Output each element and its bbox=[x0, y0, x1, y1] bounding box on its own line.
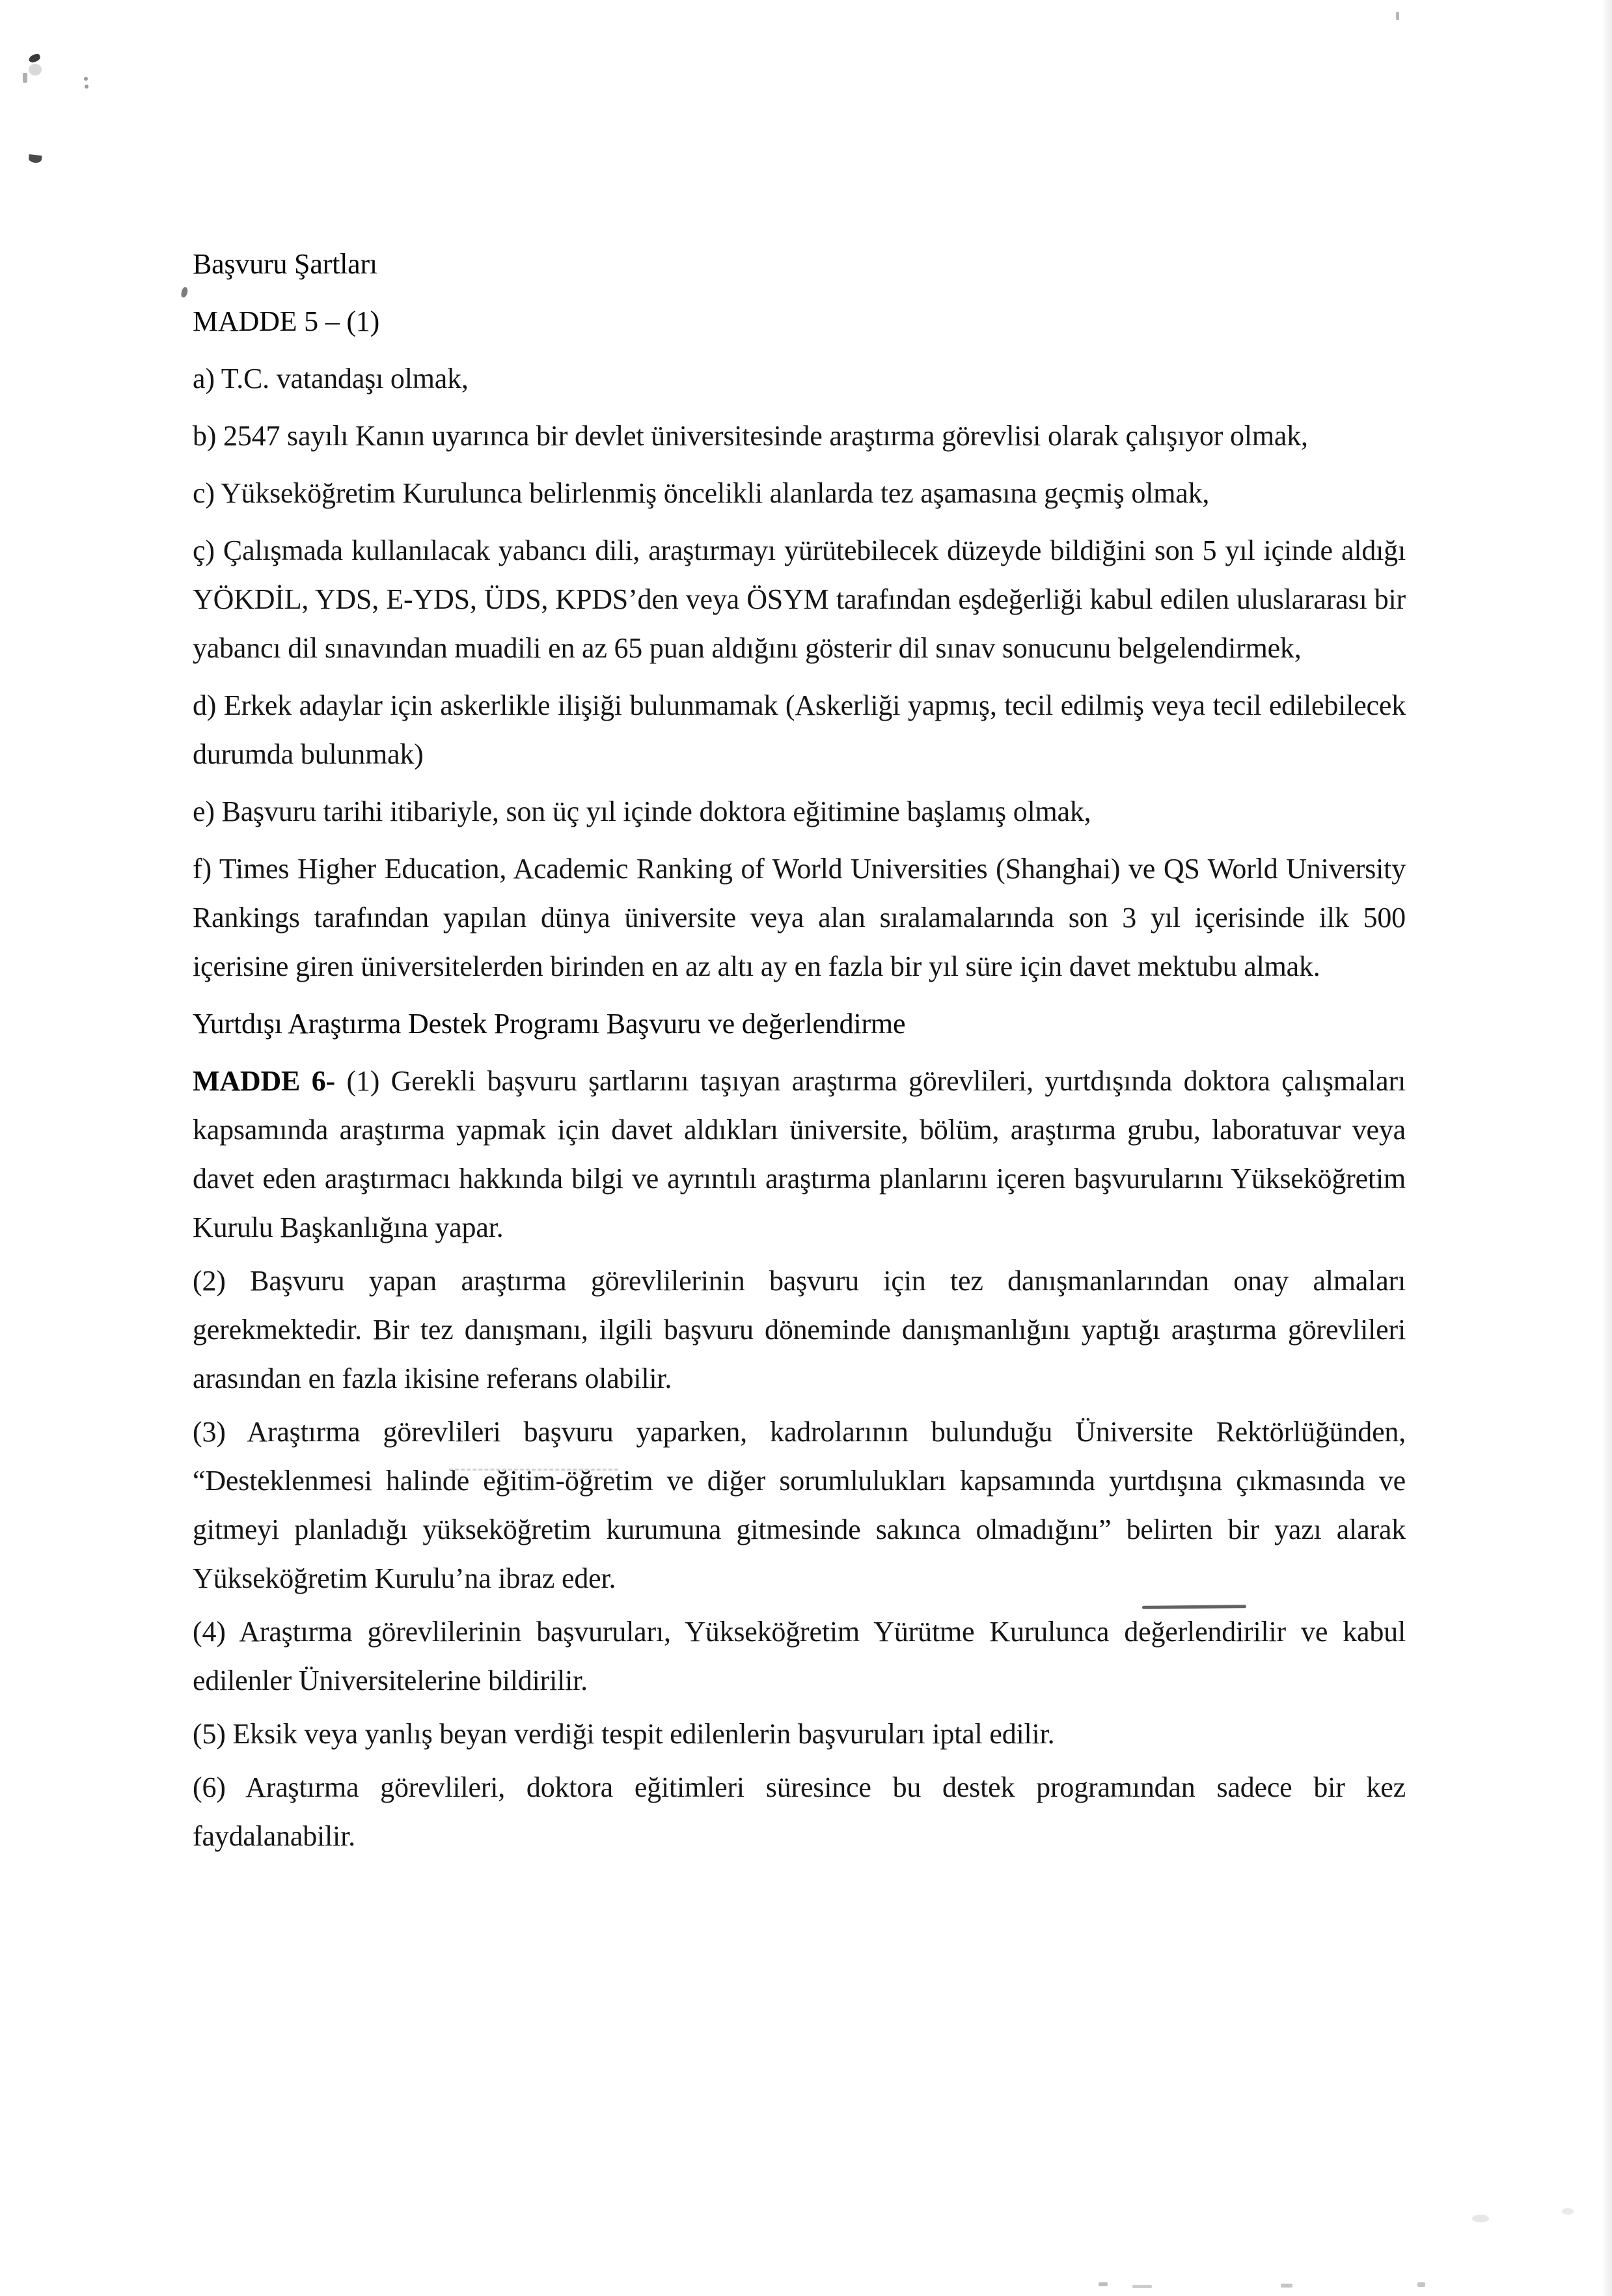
scan-speck-8 bbox=[1417, 2282, 1425, 2287]
scan-smudge-5 bbox=[1562, 2208, 1574, 2215]
scan-speck-7 bbox=[1281, 2284, 1292, 2288]
scan-edge-shadow bbox=[1602, 0, 1612, 2296]
document-body bbox=[193, 240, 1406, 1865]
scan-smudge-3 bbox=[28, 154, 42, 163]
article5-item-c-cedilla: ç) Çalışmada kullanılacak yabancı dili, araştırmayı yürütebilecek düzeyde bildiğini son 5 yıl içinde aldığı YÖKDİL, YDS, E-YDS, ÜDS, KPDS’den veya ÖSYM tarafından eşdeğerliği kabul edilen uluslararası bir yabancı dil sınavından muadili en az 65 puan aldığını gösterir dil sınav sonucunu belgelendirmek, bbox=[193, 534, 1406, 664]
article6-paragraph-1 bbox=[193, 1057, 1406, 1252]
scan-speck-2 bbox=[84, 77, 88, 81]
scan-comma-mark bbox=[180, 286, 188, 298]
article5-item-e: e) Başvuru tarihi itibariyle, son üç yıl içinde doktora eğitimine başlamış olmak, bbox=[193, 795, 1091, 827]
scan-speck-3 bbox=[85, 85, 89, 89]
section-heading-basvuru-sartlari: Başvuru Şartları bbox=[193, 248, 377, 280]
article5-heading: MADDE 5 – (1) bbox=[193, 305, 380, 337]
article5-item-d: d) Erkek adaylar için askerlikle ilişiği bulunmamak (Askerliği yapmış, tecil edilmiş veya tecil edilebilecek durumda bulunmak) bbox=[193, 689, 1406, 770]
section-heading-yurtdisi-arastirma: Yurtdışı Araştırma Destek Programı Başvuru ve değerlendirme bbox=[193, 1008, 906, 1040]
scan-smudge-2 bbox=[29, 64, 42, 76]
article6 bbox=[193, 1057, 1406, 1860]
article6-paragraph-2: (2) Başvuru yapan araştırma görevlilerinin başvuru için tez danışmanlarından onay almaları gerekmektedir. Bir tez danışmanı, ilgili başvuru döneminde danışmanlığını yaptığı araştırma görevlileri arasından en fazla ikisine referans olabilir. bbox=[193, 1265, 1406, 1394]
article5-item-a: a) T.C. vatandaşı olmak, bbox=[193, 363, 469, 394]
article6-label: MADDE 6- bbox=[193, 1065, 335, 1097]
scan-smudge-4 bbox=[1472, 2215, 1489, 2222]
article6-paragraph-5: (5) Eksik veya yanlış beyan verdiği tespit edilenlerin başvuruları iptal edilir. bbox=[193, 1718, 1055, 1750]
article5-item-c: c) Yükseköğretim Kurulunca belirlenmiş öncelikli alanlarda tez aşamasına geçmiş olmak, bbox=[193, 477, 1210, 509]
article6-paragraph-6: (6) Araştırma görevlileri, doktora eğitimleri süresince bu destek programından sadece bir kez faydalanabilir. bbox=[193, 1771, 1406, 1852]
scan-speck-6 bbox=[1132, 2285, 1152, 2288]
article5-item-b: b) 2547 sayılı Kanın uyarınca bir devlet üniversitesinde araştırma görevlisi olarak çalışıyor olmak, bbox=[193, 420, 1308, 452]
article6-paragraph-4: (4) Araştırma görevlilerinin başvuruları, Yükseköğretim Yürütme Kurulunca değerlendirilir ve kabul edilenler Üniversitelerine bildirilir. bbox=[193, 1616, 1406, 1696]
scan-speck-5 bbox=[1099, 2282, 1108, 2286]
scan-smudge-1 bbox=[28, 53, 42, 63]
article6-paragraph-1-text: (1) Gerekli başvuru şartlarını taşıyan araştırma görevlileri, yurtdışında doktora çalışmaları kapsamında araştırma yapmak için davet aldıkları üniversite, bölüm, araştırma grubu, laboratuvar veya davet eden araştırmacı hakkında bilgi ve ayrıntılı araştırma planlarını içeren başvurularını Yükseköğretim Kurulu Başkanlığına yapar. bbox=[193, 1065, 1406, 1243]
scan-speck-4 bbox=[1396, 12, 1399, 20]
article6-paragraph-3: (3) Araştırma görevlileri başvuru yaparken, kadrolarının bulunduğu Üniversite Rektörlüğünden, “Desteklenmesi halinde eğitim-öğretim ve diğer sorumlulukları kapsamında yurtdışına çıkmasında ve gitmeyi planladığı yükseköğretim kurumuna gitmesinde sakınca olmadığını” belirten bir yazı alarak Yükseköğretim Kurulu’na ibraz eder. bbox=[193, 1416, 1406, 1594]
scan-speck-1 bbox=[23, 73, 27, 83]
article5-item-f: f) Times Higher Education, Academic Ranking of World Universities (Shanghai) ve QS World University Rankings tarafından yapılan dünya üniversite veya alan sıralamalarında son 3 yıl içerisinde ilk 500 içerisine giren üniversitelerden birinden en az altı ay en fazla bir yıl süre için davet mektubu almak. bbox=[193, 853, 1406, 982]
